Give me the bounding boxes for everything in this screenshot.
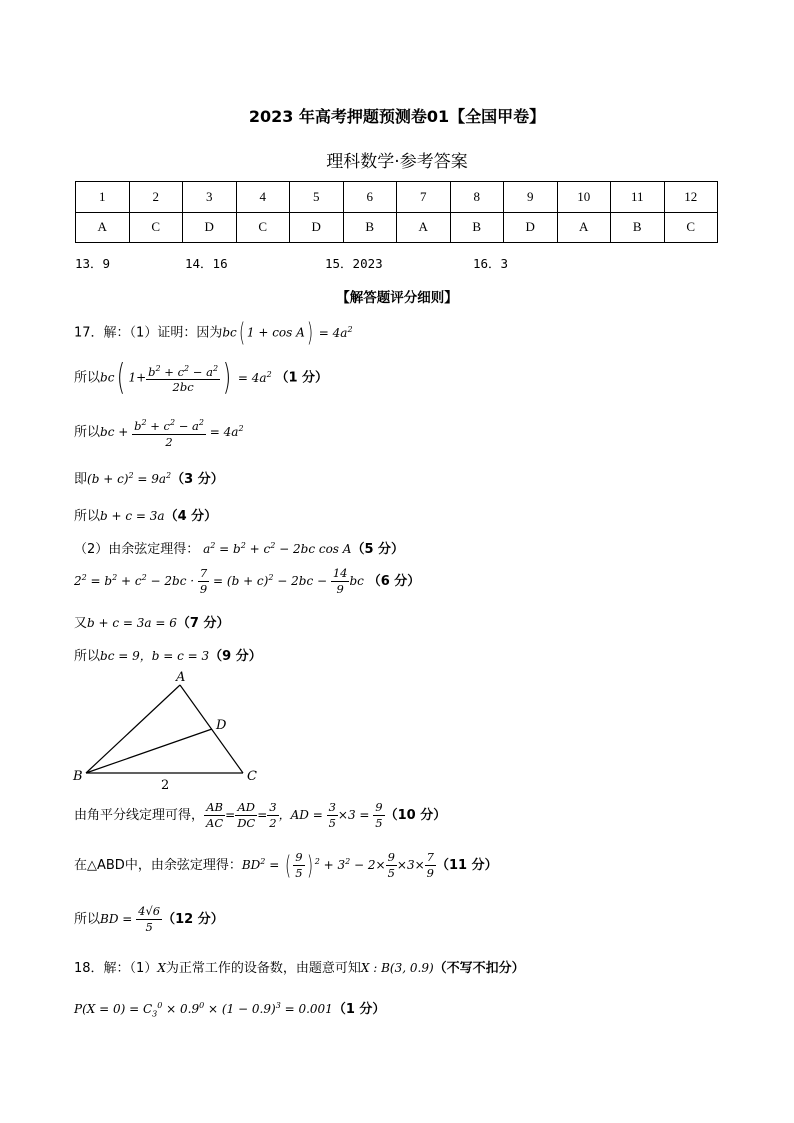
left-paren: ( [117, 357, 126, 398]
q17-line-4 [74, 468, 224, 487]
q17-intro: 17．解：（1）证明：因为 [74, 325, 223, 341]
q18-line-2 [74, 998, 385, 1018]
bisector-bd [86, 729, 212, 773]
formula: = [225, 808, 236, 822]
score-note: （10 分） [384, 808, 447, 823]
so-text: 所以 [74, 912, 101, 927]
so-text: 所以 [74, 509, 101, 524]
label-a: A [176, 670, 186, 685]
q18-text: 为正常工作的设备数，由题意可知 [165, 961, 361, 976]
q17-line-8 [74, 612, 229, 631]
question-number: 11 [611, 182, 665, 213]
q17-line-1 [74, 320, 353, 346]
question-number: 12 [664, 182, 718, 213]
answer-cell: C [129, 212, 183, 243]
left-paren: ( [238, 318, 245, 348]
fraction: $\frac{AD}{DC}$ [237, 800, 256, 830]
formula: BD = [100, 912, 137, 926]
score-note: （3 分） [171, 472, 224, 487]
q17-line-10 [74, 800, 446, 831]
answer-cell: C [664, 212, 718, 243]
right-paren: ) [306, 850, 313, 881]
question-number: 10 [557, 182, 611, 213]
formula: bc [222, 325, 237, 340]
score-note: （6 分） [367, 574, 421, 589]
q18-line-1 [74, 957, 525, 976]
q17-line-9 [74, 645, 262, 664]
fraction: $\frac{b^2 + c^2 - a^2}{2}$ [132, 415, 206, 450]
q17-line-5 [74, 505, 217, 524]
answer-table-answer-row [76, 212, 718, 243]
formula: bc + [100, 424, 133, 439]
question-number: 5 [290, 182, 344, 213]
so-text: 所以 [74, 424, 101, 440]
formula: 1+ [128, 370, 147, 385]
answer-cell: B [450, 212, 504, 243]
question-number: 9 [504, 182, 558, 213]
fraction: $\frac{4√6}{5}$ [138, 904, 161, 934]
q18-intro: 18．解：（1） [74, 961, 158, 976]
so-text: 所以 [74, 649, 101, 664]
question-number: 8 [450, 182, 504, 213]
fraction: $\frac{AB}{AC}$ [206, 800, 224, 830]
formula: 1 + cos A [246, 325, 305, 340]
fraction: $\frac{3}{2}$ [269, 800, 277, 830]
question-number: 6 [343, 182, 397, 213]
formula: ，AD = [278, 808, 327, 822]
side-ab [86, 685, 180, 773]
bisector-text: 由角平分线定理可得， [74, 808, 205, 823]
answer-cell: D [183, 212, 237, 243]
question-number: 1 [76, 182, 130, 213]
fill-in-answer-15: 15．2023 [325, 256, 383, 271]
part2-text: （2）由余弦定理得： [74, 542, 200, 557]
score-note: （12 分） [162, 912, 224, 927]
answer-cell: A [76, 212, 130, 243]
formula: bc [349, 574, 368, 588]
answer-cell: B [611, 212, 665, 243]
fraction: $\frac{9}{5}$ [375, 800, 383, 830]
score-note: （9 分） [209, 649, 262, 664]
q17-line-3 [74, 415, 244, 450]
formula: $(b + c)^2 = 9a^2$ [87, 471, 172, 486]
so-text: 所以 [74, 370, 101, 386]
label-bc-length: 2 [161, 778, 170, 793]
formula: b + c = 3a = 6 [87, 616, 177, 630]
fraction: $\frac{14}{9}$ [332, 566, 348, 596]
answer-cell: D [290, 212, 344, 243]
ie-text: 即 [74, 472, 88, 487]
fill-in-answer-16: 16．3 [473, 256, 509, 271]
triangle-figure [70, 668, 270, 793]
fraction: $\frac{7}{9}$ [199, 566, 208, 596]
section-title: 【解答题评分细则】 [336, 290, 458, 306]
left-paren: ( [285, 850, 292, 881]
answer-cell: D [504, 212, 558, 243]
fraction: $\frac{b^2 + c^2 - a^2}{2bc}$ [146, 361, 220, 396]
formula: bc [100, 370, 115, 385]
right-paren: ) [222, 357, 232, 398]
formula: b + c = 3a [100, 509, 165, 523]
score-note: （11 分） [436, 858, 498, 873]
formula: = $(b + c)^2 - 2bc$ − [209, 573, 331, 588]
fraction: $\frac{9}{5}$ [295, 850, 303, 880]
page-title: 2023 年高考押题预测卷01【全国甲卷】 [248, 107, 546, 126]
triangle-text: 在△ABD中，由余弦定理得： [74, 858, 242, 873]
question-number: 7 [397, 182, 451, 213]
formula: $a^2 = b^2 + c^2 - 2bc$ cos A [199, 541, 352, 556]
formula: bc = 9，b = c = 3 [100, 649, 210, 663]
formula: $2^2 = b^2 + c^2 - 2bc$ · [74, 573, 198, 588]
score-note: （1 分） [275, 370, 329, 386]
answer-cell: B [343, 212, 397, 243]
label-d: D [216, 718, 227, 733]
score-note: （4 分） [164, 509, 218, 524]
page-subtitle: 理科数学·参考答案 [326, 152, 468, 172]
q17-line-7 [74, 566, 420, 597]
formula: $BD^2$ = [241, 857, 284, 872]
formula: = $4a^2$ [314, 324, 353, 340]
q17-line-11 [74, 850, 498, 881]
score-note: （5 分） [351, 542, 405, 557]
question-number: 2 [129, 182, 183, 213]
formula: = $4a^2$ [234, 369, 272, 385]
formula: = [257, 808, 268, 822]
q17-line-6 [74, 538, 404, 557]
answer-cell: A [397, 212, 451, 243]
answer-table-number-row [76, 182, 718, 213]
formula: ×3× [396, 858, 425, 872]
formula: = $4a^2$ [205, 423, 244, 439]
fraction: $\frac{7}{9}$ [426, 850, 434, 880]
formula: X [157, 961, 166, 975]
formula: $^2 + 3^2 - 2\times$ [314, 857, 386, 872]
formula: X : B(3, 0.9) [360, 961, 434, 975]
label-c: C [247, 769, 257, 784]
fraction: $\frac{9}{5}$ [387, 850, 395, 880]
answer-cell: A [557, 212, 611, 243]
formula: ×3 = [337, 808, 374, 822]
right-paren: ) [306, 318, 313, 348]
label-b: B [73, 769, 83, 784]
score-note: （1 分） [332, 1002, 386, 1017]
question-number: 3 [183, 182, 237, 213]
q17-line-2 [74, 357, 329, 398]
formula: $P(X = 0) = C_3^0 \times 0.9^0 \times (1 - 0.9)^3 = 0.001$ [74, 1001, 333, 1019]
score-note: （不写不扣分） [433, 961, 525, 976]
answer-table [75, 181, 718, 243]
q17-line-12 [74, 904, 224, 935]
fill-in-answer-13: 13．9 [75, 256, 111, 271]
score-note: （7 分） [176, 616, 230, 631]
fraction: $\frac{3}{5}$ [328, 800, 336, 830]
fill-in-answer-14: 14．16 [185, 256, 228, 271]
question-number: 4 [236, 182, 290, 213]
answer-cell: C [236, 212, 290, 243]
also-text: 又 [74, 616, 88, 631]
